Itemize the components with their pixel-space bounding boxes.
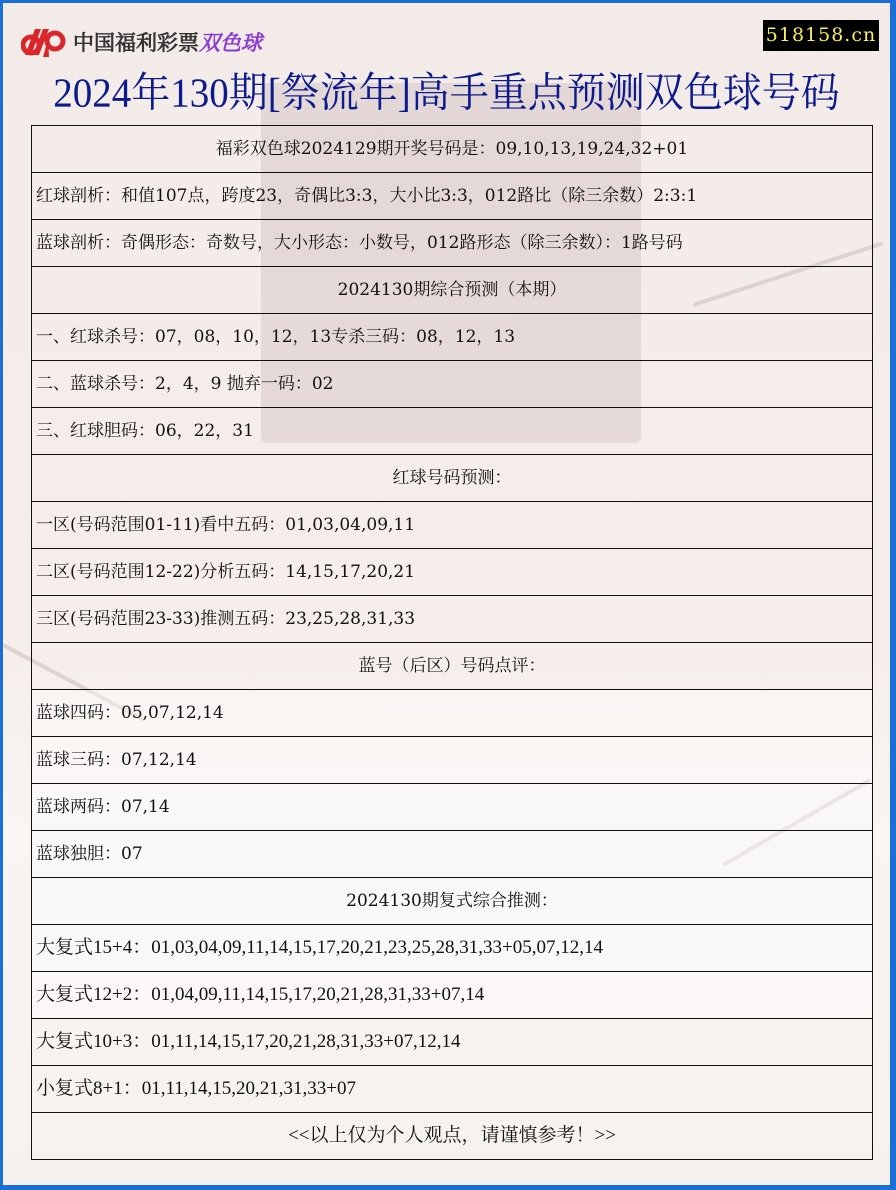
compound-8-1-row: 小复式8+1：01,11,14,15,20,21,31,33+07 xyxy=(32,1066,872,1113)
disclaimer-row: <<以上仅为个人观点，请谨慎参考！>> xyxy=(32,1113,872,1160)
section-heading-prediction: 2024130期综合预测（本期） xyxy=(32,267,872,314)
section-heading-red: 红球号码预测： xyxy=(32,455,872,502)
blue-kill-row: 二、蓝球杀号：2，4，9 抛弃一码：02 xyxy=(32,361,872,408)
blue-three-row: 蓝球三码：07,12,14 xyxy=(32,737,872,784)
site-badge[interactable]: 518158.cn xyxy=(763,20,879,51)
draw-result-row: 福彩双色球2024129期开奖号码是：09,10,13,19,24,32+01 xyxy=(32,126,872,173)
lottery-logo xyxy=(21,25,262,59)
page-title: 2024年130期[祭流年]高手重点预测双色球号码 xyxy=(53,70,840,117)
blue-four-row: 蓝球四码：05,07,12,14 xyxy=(32,690,872,737)
compound-10-3-row: 大复式10+3：01,11,14,15,17,20,21,28,31,33+07,12,14 xyxy=(32,1019,872,1066)
blue-analysis-row: 蓝球剖析：奇偶形态：奇数号，大小形态：小数号，012路形态（除三余数）：1路号码 xyxy=(32,220,872,267)
zone1-row: 一区(号码范围01-11)看中五码：01,03,04,09,11 xyxy=(32,502,872,549)
red-core-row: 三、红球胆码：06，22，31 xyxy=(32,408,872,455)
compound-12-2-row: 大复式12+2：01,04,09,11,14,15,17,20,21,28,31,33+07,14 xyxy=(32,972,872,1019)
logo-accent-text: 双色球 xyxy=(199,31,262,55)
compound-15-4-row: 大复式15+4：01,03,04,09,11,14,15,17,20,21,23,25,28,31,33+05,07,12,14 xyxy=(32,925,872,972)
header xyxy=(3,3,890,73)
section-heading-blue: 蓝号（后区）号码点评： xyxy=(32,643,872,690)
red-kill-row: 一、红球杀号：07，08，10，12，13专杀三码：08，12，13 xyxy=(32,314,872,361)
logo-text: 中国福利彩票 xyxy=(73,31,199,55)
cwl-logo-icon xyxy=(21,25,67,59)
blue-two-row: 蓝球两码：07,14 xyxy=(32,784,872,831)
red-analysis-row: 红球剖析：和值107点，跨度23，奇偶比3:3，大小比3:3，012路比（除三余数）2:3:1 xyxy=(32,173,872,220)
prediction-table xyxy=(31,125,873,1160)
section-heading-compound: 2024130期复式综合推测： xyxy=(32,878,872,925)
zone2-row: 二区(号码范围12-22)分析五码：14,15,17,20,21 xyxy=(32,549,872,596)
zone3-row: 三区(号码范围23-33)推测五码：23,25,28,31,33 xyxy=(32,596,872,643)
blue-single-row: 蓝球独胆：07 xyxy=(32,831,872,878)
page-frame xyxy=(3,3,890,1185)
